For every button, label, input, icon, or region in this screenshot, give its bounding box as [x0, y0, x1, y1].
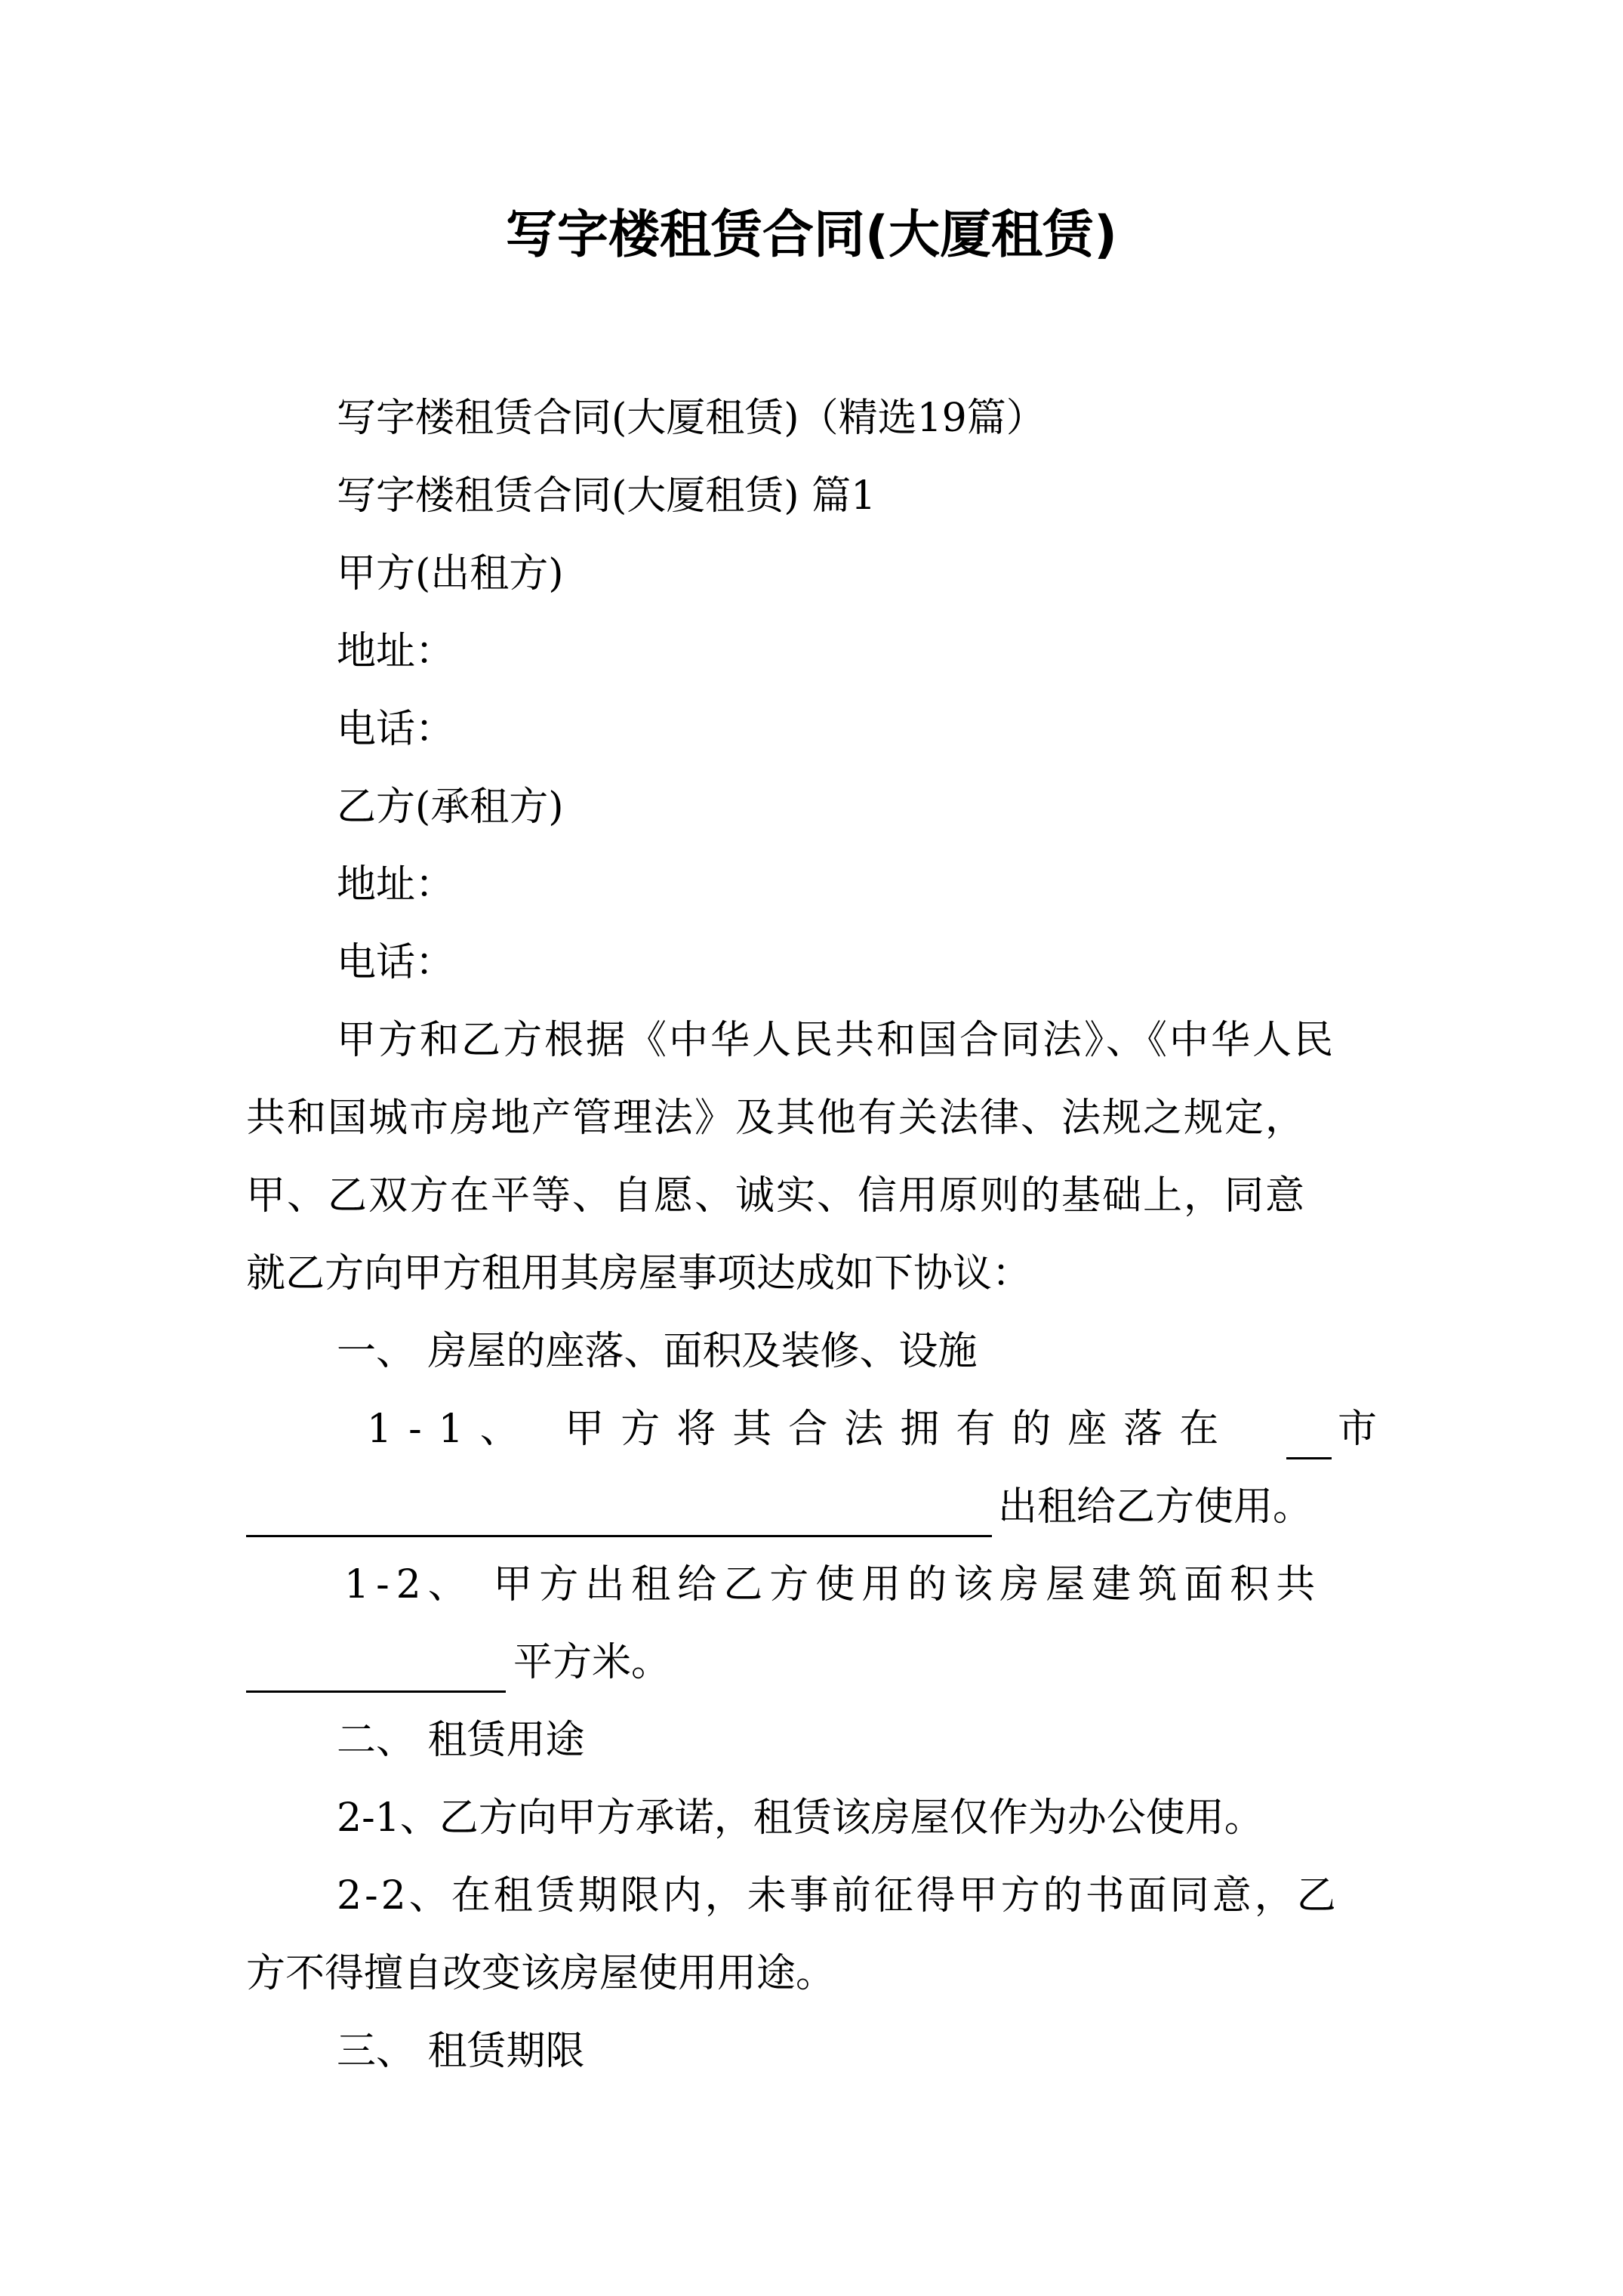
- clause-2-2-line-2: 方不得擅自改变该房屋使用用途。: [246, 1951, 836, 1996]
- subtitle-line: 写字楼租赁合同(大厦租赁)（精选19篇）: [337, 396, 1046, 441]
- party-b-phone: 电话：: [337, 940, 455, 985]
- party-a-phone: 电话：: [337, 707, 455, 752]
- preamble-line-4: 就乙方向甲方租用其房屋事项达成如下协议：: [246, 1251, 1032, 1296]
- preamble-line-1: 甲方和乙方根据《中华人民共和国合同法》、《中华人民: [337, 1018, 1336, 1063]
- clause-1-1-continuation: 出租给乙方使用。: [998, 1484, 1313, 1530]
- document-title: 写字楼租赁合同(大厦租赁): [505, 205, 1118, 265]
- section-heading-line: 写字楼租赁合同(大厦租赁) 篇1: [337, 473, 876, 519]
- clause-2-2-line-1: 2-2、在租赁期限内，未事前征得甲方的书面同意，乙: [337, 1873, 1339, 1918]
- clause-1-2-blank: [246, 1632, 506, 1693]
- clause-2-1: 2-1、乙方向甲方承诺，租赁该房屋仅作为办公使用。: [337, 1795, 1264, 1841]
- preamble-line-2: 共和国城市房地产管理法》及其他有关法律、法规之规定，: [246, 1096, 1307, 1141]
- clause-1-1-text: 1-1、 甲方将其合法拥有的座落在: [367, 1407, 1236, 1452]
- section-1-heading: 一、 房屋的座落、面积及装修、设施: [337, 1329, 978, 1374]
- party-a-label: 甲方(出租方): [337, 551, 564, 596]
- clause-1-1-blank: [1286, 1399, 1332, 1459]
- clause-1-1-blank-long: [246, 1477, 992, 1537]
- clause-1-1-city: 市: [1338, 1407, 1378, 1452]
- preamble-line-3: 甲、乙双方在平等、自愿、诚实、信用原则的基础上，同意: [246, 1173, 1307, 1219]
- party-a-address: 地址：: [337, 629, 455, 674]
- section-3-heading: 三、 租赁期限: [337, 2029, 585, 2074]
- party-b-label: 乙方(承租方): [337, 784, 564, 830]
- section-2-heading: 二、 租赁用途: [337, 1718, 585, 1763]
- party-b-address: 地址：: [337, 862, 455, 908]
- clause-1-2-text: 1-2、 甲方出租给乙方使用的该房屋建筑面积共: [344, 1562, 1323, 1607]
- clause-1-2-continuation: 平方米。: [513, 1640, 671, 1685]
